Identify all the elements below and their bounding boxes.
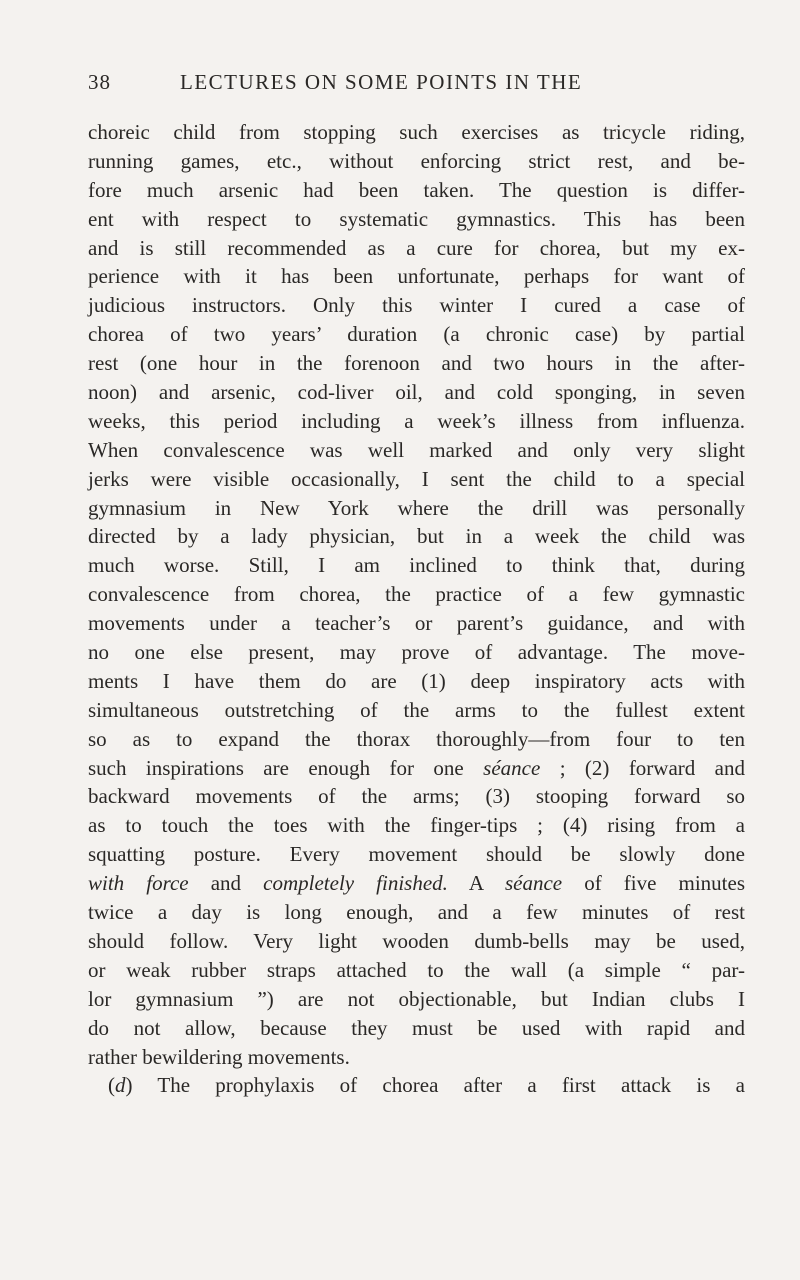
text-line: ments I have them do are (1) deep inspiratory acts with	[88, 668, 745, 693]
text-line: jerks were visible occasionally, I sent the child to a special	[88, 466, 745, 491]
text-line: rest (one hour in the forenoon and two hours in the after-	[88, 351, 745, 376]
running-head	[88, 70, 738, 100]
text-line: running games, etc., without enforcing strict rest, and be-	[88, 148, 745, 173]
italic-term: completely finished.	[263, 871, 448, 896]
italic-term: séance	[504, 871, 563, 896]
text-line: chorea of two years’ duration (a chronic case) by partial	[88, 322, 745, 347]
text-line: squatting posture. Every movement should be slowly done	[88, 842, 745, 867]
text-line: with force and completely finished. A séance of five minutes	[88, 871, 746, 896]
text-line: should follow. Very light wooden dumb-bells may be used,	[88, 928, 745, 953]
text-line: When convalescence was well marked and only very slight	[88, 437, 745, 462]
text-line: directed by a lady physician, but in a week the child was	[88, 524, 745, 549]
text-line: simultaneous outstretching of the arms to the fullest extent	[88, 697, 745, 722]
text-line: do not allow, because they must be used with rapid and	[88, 1015, 745, 1040]
text-line: ent with respect to systematic gymnastics. This has been	[88, 206, 745, 231]
text-line: twice a day is long enough, and a few minutes of rest	[88, 900, 745, 925]
text-line: perience with it has been unfortunate, perhaps for want of	[88, 264, 745, 289]
text-line: convalescence from chorea, the practice of a few gymnastic	[88, 582, 745, 607]
text-line: movements under a teacher’s or parent’s guidance, and with	[88, 611, 745, 636]
text-line: weeks, this period including a week’s illness from influenza.	[88, 408, 745, 433]
text-line: (d) The prophylaxis of chorea after a first attack is a	[108, 1073, 745, 1098]
text-line: such inspirations are enough for one séance ; (2) forward and	[88, 755, 745, 780]
text-line: rather bewildering movements.	[88, 1044, 350, 1069]
text-line: judicious instructors. Only this winter I cured a case of	[88, 293, 745, 318]
italic-term: séance	[483, 755, 541, 780]
text-line: choreic child from stopping such exercises as tricycle riding,	[88, 120, 745, 144]
text-line: so as to expand the thorax thoroughly—from four to ten	[88, 726, 745, 751]
text-line: lor gymnasium ”) are not objectionable, but Indian clubs I	[88, 986, 745, 1011]
italic-term: with force	[88, 871, 189, 896]
text-line: gymnasium in New York where the drill was personally	[88, 495, 745, 520]
running-title: LECTURES ON SOME POINTS IN THE	[180, 70, 583, 94]
text-line: and is still recommended as a cure for chorea, but my ex-	[88, 235, 745, 260]
text-line: noon) and arsenic, cod-liver oil, and cold sponging, in seven	[88, 380, 745, 405]
text-line: no one else present, may prove of advantage. The move-	[88, 640, 745, 665]
text-line: much worse. Still, I am inclined to think that, during	[88, 553, 745, 578]
page-number: 38	[88, 70, 111, 94]
italic-term: d	[115, 1073, 126, 1098]
text-line: backward movements of the arms; (3) stooping forward so	[88, 784, 745, 809]
text-line: fore much arsenic had been taken. The question is differ-	[88, 177, 745, 202]
text-line: or weak rubber straps attached to the wall (a simple “ par-	[88, 957, 745, 982]
body-text	[88, 118, 745, 1100]
text-line: as to touch the toes with the finger-tips ; (4) rising from a	[88, 813, 745, 838]
